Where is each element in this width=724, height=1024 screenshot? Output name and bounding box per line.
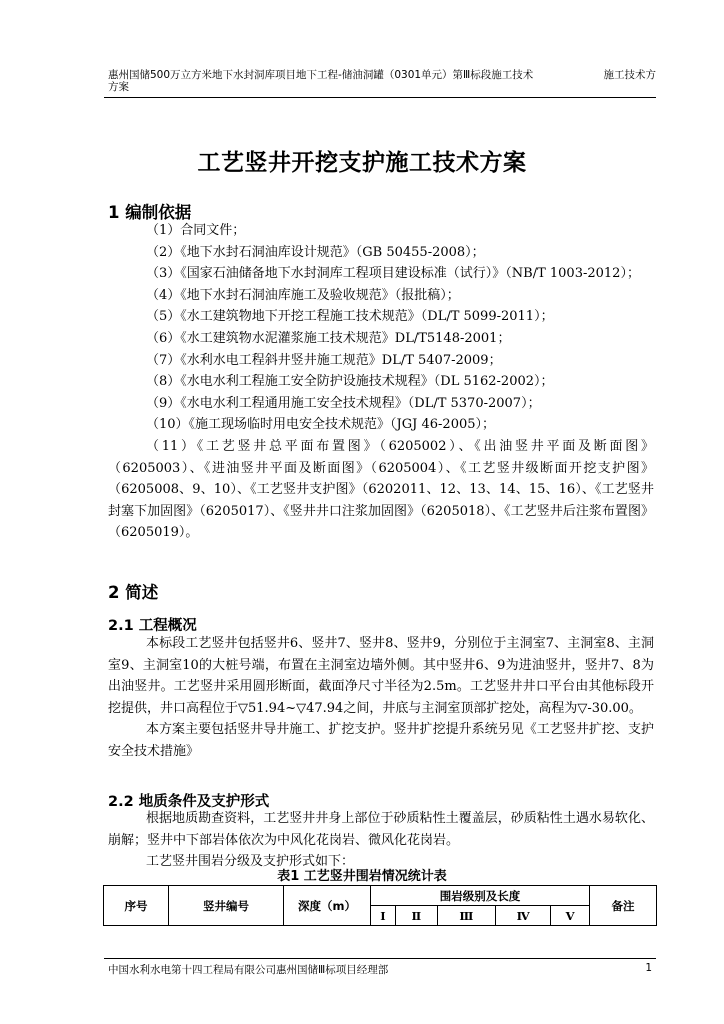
col-header-grade-group: 围岩级别及长度	[371, 886, 590, 906]
footer-rule	[104, 958, 656, 959]
header-project-title: 惠州国储500万立方米地下水封洞库项目地下工程-储油洞罐（0301单元）第Ⅲ标段施工技术方案	[108, 69, 534, 93]
reference-item: （4）《地下水封石洞油库施工及验收规范》（报批稿）；	[146, 287, 460, 303]
reference-item: （1）合同文件；	[146, 223, 246, 238]
col-header-grade: Ⅴ	[551, 906, 590, 926]
reference-item: （11）《工艺竖井总平面布置图》（6205002）、《出油竖井平面及断面图》（6205003）、《进油竖井平面及断面图》（6205004）、《工艺竖井级断面开挖支护图》（6205008、9、10）、《工艺竖井支护图》（6202011、12、13、14、15、16）、《工艺竖井封塞下加固图》（6205017）、《竖井井口注浆加固图》（6205018）、《工艺竖井后注浆布置图》（6205019）。	[108, 438, 654, 541]
reference-item: （5）《水工建筑物地下开挖工程施工技术规范》（DL/T 5099-2011）；	[146, 309, 554, 325]
reference-item: （8）《水电水利工程施工安全防护设施技术规程》（DL 5162-2002）；	[146, 374, 554, 390]
table-caption: 表1 工艺竖井围岩情况统计表	[277, 869, 447, 884]
reference-item: （3）《国家石油储备地下水封洞库工程项目建设标准（试行）》（NB/T 1003-2012）；	[146, 266, 640, 282]
geology-description	[108, 808, 654, 873]
reference-list	[108, 220, 654, 544]
reference-item: （9）《水电水利工程通用施工安全技术规程》（DL/T 5370-2007）；	[146, 395, 541, 411]
project-overview	[108, 633, 654, 763]
col-header-remark: 备注	[590, 886, 657, 926]
col-header-depth: 深度（m）	[284, 886, 371, 926]
overview-paragraph: 本方案主要包括竖井导井施工、扩挖支护。竖井扩挖提升系统另见《工艺竖井扩挖、支护安全技术措施》	[108, 722, 654, 759]
page-number: 1	[645, 962, 652, 974]
document-title: 工艺竖井开挖支护施工技术方案	[197, 150, 527, 176]
reference-item: （10）《施工现场临时用电安全技术规范》（JGJ 46-2005）；	[146, 417, 496, 433]
footer-organization: 中国水利水电第十四工程局有限公司惠州国储Ⅲ标项目经理部	[108, 964, 389, 976]
col-header-seq: 序号	[104, 886, 169, 926]
overview-paragraph: 本标段工艺竖井包括竖井6、竖井7、竖井8、竖井9，分别位于主洞室7、主洞室8、主洞室9、主洞室10的大桩号端，布置在主洞室边墙外侧。其中竖井6、9为进油竖井，竖井7、8为出油竖井。工艺竖井采用圆形断面，截面净尺寸半径为2.5m。工艺竖井井口平台由其他标段开挖提供，井口高程位于▽51.94~▽47.94之间，井底与主洞室顶部扩挖处，高程为▽-30.00。	[108, 636, 654, 716]
section-2-heading: 2 简述	[108, 583, 159, 602]
section-2-2-heading: 2.2 地质条件及支护形式	[108, 794, 270, 810]
col-header-grade: Ⅲ	[437, 906, 496, 926]
header-doc-type: 施工技术方	[603, 69, 656, 81]
col-header-grade: Ⅱ	[395, 906, 437, 926]
geology-paragraph: 工艺竖井围岩分级及支护形式如下：	[146, 854, 355, 870]
col-header-shaft-no: 竖井编号	[169, 886, 284, 926]
col-header-grade: Ⅳ	[496, 906, 551, 926]
section-1-heading: 1 编制依据	[108, 203, 192, 222]
reference-item: （6）《水工建筑物水泥灌浆施工技术规范》DL/T5148-2001；	[146, 330, 511, 346]
col-header-grade: Ⅰ	[371, 906, 396, 926]
section-2-1-heading: 2.1 工程概况	[108, 618, 197, 634]
header-rule	[104, 97, 656, 98]
reference-item: （7）《水利水电工程斜井竖井施工规范》DL/T 5407-2009；	[146, 352, 502, 368]
reference-item: （2）《地下水封石洞油库设计规范》（GB 50455-2008）；	[146, 244, 485, 260]
rock-statistics-table	[103, 885, 657, 926]
geology-paragraph: 根据地质勘查资料，工艺竖井井身上部位于砂质粘性土覆盖层，砂质粘性土遇水易软化、崩解；竖井中下部岩体依次为中风化花岗岩、微风化花岗岩。	[108, 811, 654, 848]
